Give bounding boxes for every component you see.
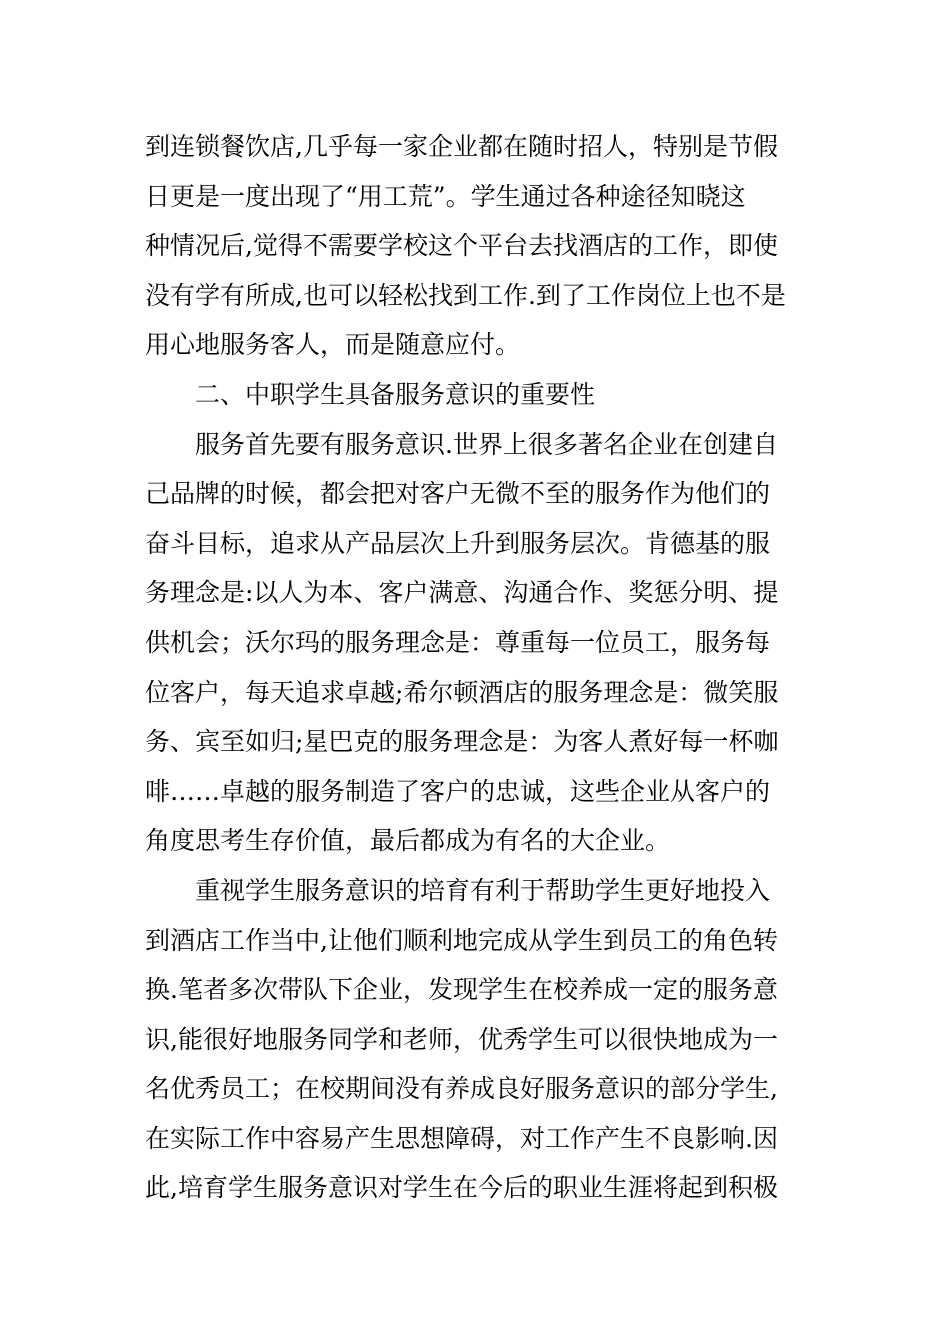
text-line: 己品牌的时候，都会把对客户无微不至的服务作为他们的 (145, 479, 771, 509)
text-line: 位客户，每天追求卓越;希尔顿酒店的服务理念是：微笑服 (145, 677, 779, 707)
text-line: 务理念是:以人为本、客户满意、沟通合作、奖惩分明、提 (145, 578, 779, 608)
paragraph-employment-situation (145, 122, 805, 370)
text-line: 识,能很好地服务同学和老师，优秀学生可以很快地成为一 (145, 1024, 778, 1054)
text-line: 此,培育学生服务意识对学生在今后的职业生涯将起到积极 (145, 1173, 778, 1203)
section-heading (145, 370, 805, 420)
paragraph-service-awareness (145, 420, 805, 866)
text-line: 重视学生服务意识的培育有利于帮助学生更好地投入 (195, 875, 771, 905)
text-line: 角度思考生存价值，最后都成为有名的大企业。 (145, 826, 671, 856)
section-heading-text: 二、中职学生具备服务意识的重要性 (195, 379, 596, 409)
text-line: 到连锁餐饮店,几乎每一家企业都在随时招人，特别是节假 (145, 132, 778, 161)
paragraph-student-training (145, 866, 805, 1213)
text-line: 到酒店工作当中,让他们顺利地完成从学生到员工的角色转 (145, 925, 778, 955)
body-text (145, 122, 805, 1213)
text-line: 没有学有所成,也可以轻松找到工作.到了工作岗位上也不是 (145, 280, 786, 310)
text-line: 种情况后,觉得不需要学校这个平台去找酒店的工作，即使 (145, 231, 778, 261)
text-line: 在实际工作中容易产生思想障碍，对工作产生不良影响.因 (145, 1123, 778, 1153)
text-line: 用心地服务客人，而是随意应付。 (145, 330, 521, 360)
text-line: 名优秀员工；在校期间没有养成良好服务意识的部分学生, (145, 1074, 778, 1104)
text-line: 啡……卓越的服务制造了客户的忠诚，这些企业从客户的 (145, 776, 771, 806)
text-line: 服务首先要有服务意识.世界上很多著名企业在创建自 (195, 429, 778, 459)
text-line: 奋斗目标，追求从产品层次上升到服务层次。肯德基的服 (145, 528, 771, 558)
text-line: 换.笔者多次带队下企业，发现学生在校养成一定的服务意 (145, 975, 778, 1005)
text-line: 日更是一度出现了“用工荒”。学生通过各种途径知晓这 (145, 181, 746, 211)
text-line: 务、宾至如归;星巴克的服务理念是：为客人煮好每一杯咖 (145, 727, 779, 757)
text-line: 供机会；沃尔玛的服务理念是：尊重每一位员工，服务每 (145, 627, 771, 657)
